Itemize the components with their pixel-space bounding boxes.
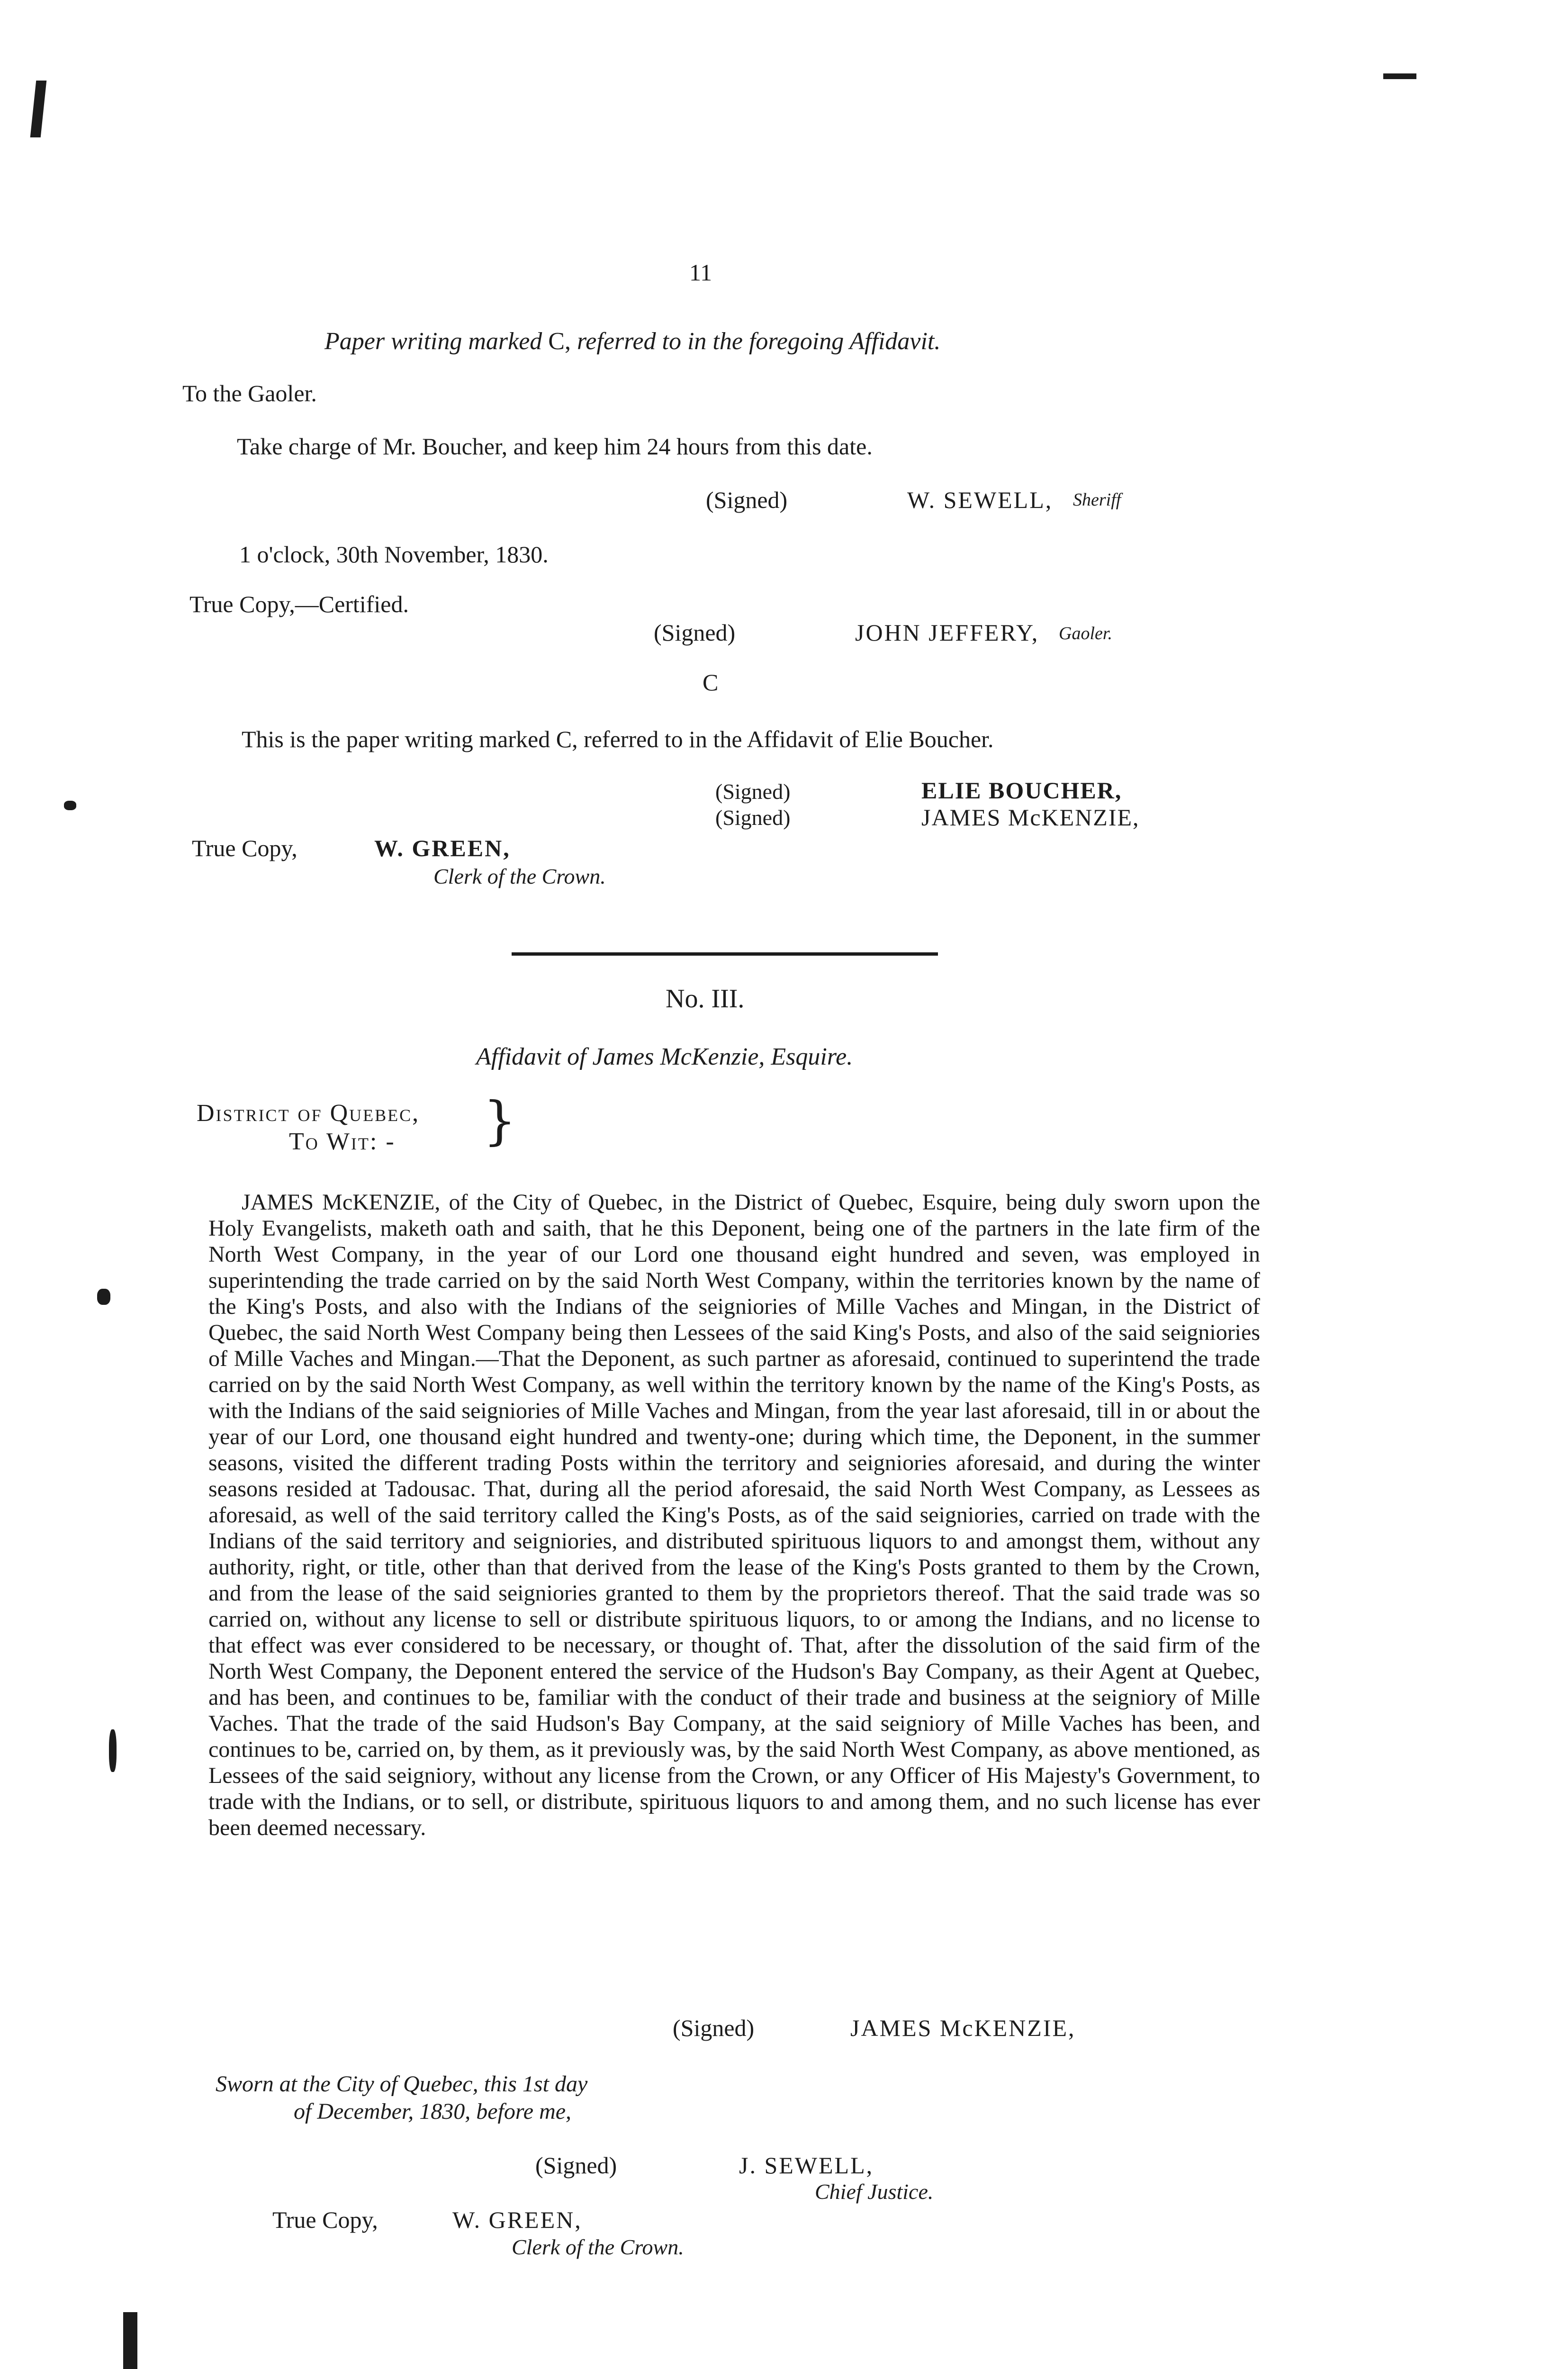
section-number: No. III. [666,984,745,1013]
section-c-heading [324,327,940,356]
margin-mark [64,801,76,810]
signer-name: W. SEWELL, [907,487,1053,513]
page-number: 11 [689,259,712,286]
true-copy-label: True Copy, [272,2206,378,2233]
signer-title: Sheriff [1073,490,1121,510]
justice-title: Chief Justice. [815,2179,934,2204]
section-divider [512,952,938,956]
margin-mark [123,2312,137,2369]
paper-note: This is the paper writing marked C, referred to in the Affidavit of Elie Boucher. [242,726,994,752]
clerk-name: W. GREEN, [452,2206,582,2233]
signed-label: (Signed) [715,805,791,830]
true-copy-label: True Copy, [192,835,297,861]
letter-c: C [703,669,719,696]
instruction-text: Take charge of Mr. Boucher, and keep him 24 hours from this date. [237,433,873,460]
margin-mark [109,1729,117,1772]
margin-mark [97,1289,110,1305]
signer-name: JOHN JEFFERY, [855,619,1039,646]
signed-label: (Signed) [673,2015,755,2041]
time-line: 1 o'clock, 30th November, 1830. [239,541,549,568]
sworn-line-2: of December, 1830, before me, [294,2099,572,2124]
affidavit-body: JAMES McKENZIE, of the City of Quebec, in the District of Quebec, Esquire, being duly sworn upon the Holy Evangelists, maketh oath and saith, that he this Deponent, being one of the partners in the late firm of the North West Company, in the year of our Lord one thousand eight hundred and seven, was employed in superintending the trade carried on by the said North West Company, within the territories known by the name of the King's Posts, and also with the Indians of the seigniories of Mille Vaches and Mingan, in the District of Quebec, the said North West Company being then Lessees of the said King's Posts, and also of the said seigniories of Mille Vaches and Mingan.—That the Deponent, as such partner as aforesaid, continued to superintend the trade carried on by the said North West Company, as well within the territory known by the name of the King's Posts, as with the Indians of the said seigniories of Mille Vaches and Mingan, from the year last aforesaid, till in or about the year of our Lord, one thousand eight hundred and twenty-one; during which time, the Deponent, in the summer seasons, visited the different trading Posts within the territory and seigniories aforesaid, and during the winter seasons resided at Tadousac. That, during all the period aforesaid, the said North West Company, as Lessees as aforesaid, as well of the said territory called the King's Posts, as of the said seigniories, carried on trade with the Indians of the said territory and seigniories, and distributed spirituous liquors to and amongst them, without any authority, right, or title, other than that derived from the lease of the King's Posts granted to them by the Crown, and from the lease of the said seigniories granted to them by the proprietors thereof. That the said trade was so carried on, without any license to sell or distribute spirituous liquors, to or among the Indians, and no license to that effect was ever considered to be necessary, or thought of. That, after the dissolution of the said firm of the North West Company, the Deponent entered the service of the Hudson's Bay Company, as their Agent at Quebec, and has been, and continues to be, familiar with the conduct of their trade and business at the seigniory of Mille Vaches. That the trade of the said Hudson's Bay Company, at the said seigniory of Mille Vaches has been, and continues to be, carried on, by them, as it previously was, by the said North West Company, as above mentioned, as Lessees of the said seigniory, without any license from the Crown, or any Officer of His Majesty's Government, to trade with the Indians, or to sell, or distribute, spirituous liquors to and among them, and no such license has ever been deemed necessary. [208,1190,1260,1840]
heading-suffix: referred to in the foregoing Affidavit. [577,328,941,355]
signer-name: JAMES McKENZIE, [850,2015,1076,2041]
signed-label: (Signed) [535,2152,617,2179]
signed-label: (Signed) [654,619,736,646]
margin-mark [30,81,47,137]
signed-label: (Signed) [715,779,791,804]
district-line-2: To Wit: - [289,1128,396,1155]
heading-prefix: Paper writing marked [324,328,542,355]
signed-label: (Signed) [706,487,788,513]
to-gaoler: To the Gaoler. [182,380,317,407]
heading-letter: C, [548,328,571,355]
clerk-title: Clerk of the Crown. [512,2235,684,2259]
clerk-title: Clerk of the Crown. [433,864,606,888]
affidavit-title: Affidavit of James McKenzie, Esquire. [476,1043,853,1070]
signer-title: Gaoler. [1059,624,1112,643]
district-line-1: District of Quebec, [197,1100,420,1127]
signer-name: ELIE BOUCHER, [921,777,1122,804]
clerk-name: W. GREEN, [374,835,511,861]
true-copy-certified: True Copy,—Certified. [189,591,409,617]
justice-name: J. SEWELL, [739,2152,874,2179]
margin-mark [1383,73,1416,79]
signer-name: JAMES McKENZIE, [921,804,1140,831]
brace-icon: } [483,1090,516,1151]
sworn-line-1: Sworn at the City of Quebec, this 1st day [216,2071,588,2097]
